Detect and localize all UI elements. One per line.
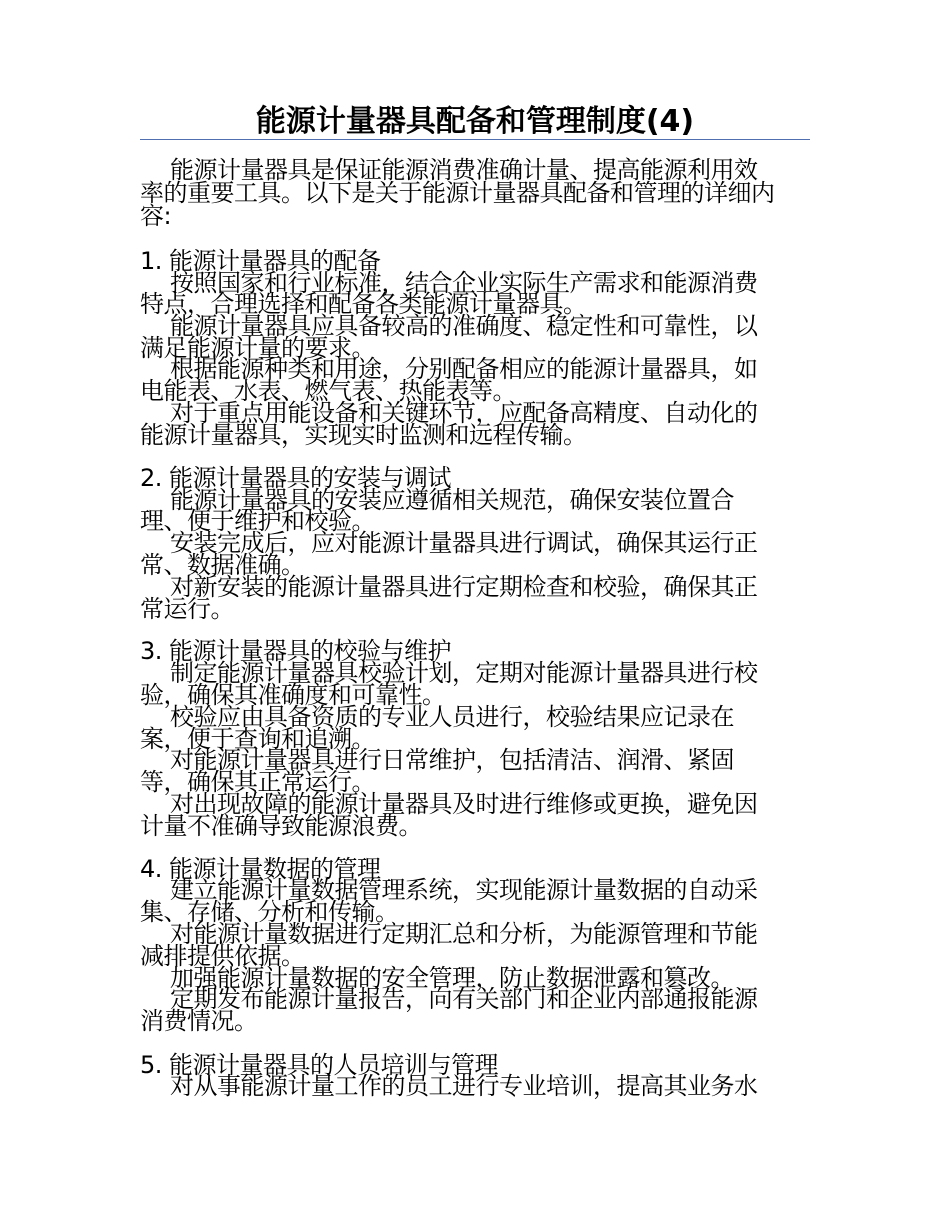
paragraph-line: 计量不准确导致能源浪费。 xyxy=(140,812,422,840)
paragraph-line: 加强能源计量数据的安全管理，防止数据泄露和篡改。 xyxy=(170,964,734,992)
paragraph-line: 减排提供依据。 xyxy=(140,942,305,970)
paragraph-line: 对新安装的能源计量器具进行定期检查和校验，确保其正 xyxy=(170,573,758,601)
paragraph-line: 常运行。 xyxy=(140,595,234,623)
paragraph-line: 能源计量器具应具备较高的准确度、稳定性和可靠性，以 xyxy=(170,312,758,340)
section-heading: 4. 能源计量数据的管理 xyxy=(140,855,381,883)
paragraph-line: 等，确保其正常运行。 xyxy=(140,768,375,796)
paragraph-line: 集、存储、分析和传输。 xyxy=(140,898,399,926)
paragraph-line: 对出现故障的能源计量器具及时进行维修或更换，避免因 xyxy=(170,790,758,818)
paragraph-line: 安装完成后，应对能源计量器具进行调试，确保其运行正 xyxy=(170,529,758,557)
paragraph-line: 定期发布能源计量报告，向有关部门和企业内部通报能源 xyxy=(170,985,758,1013)
paragraph-line: 能源计量器具，实现实时监测和远程传输。 xyxy=(140,421,587,449)
paragraph-line: 对能源计量数据进行定期汇总和分析，为能源管理和节能 xyxy=(170,920,758,948)
paragraph-line: 特点，合理选择和配备各类能源计量器具。 xyxy=(140,290,587,318)
section-heading: 3. 能源计量器具的校验与维护 xyxy=(140,637,452,665)
paragraph-line: 验，确保其准确度和可靠性。 xyxy=(140,681,446,709)
paragraph-line: 满足能源计量的要求。 xyxy=(140,334,375,362)
paragraph-line: 能源计量器具的安装应遵循相关规范，确保安装位置合 xyxy=(170,486,734,514)
title-underline xyxy=(140,139,810,140)
document-title: 能源计量器具配备和管理制度(4) xyxy=(255,104,695,139)
section-heading: 1. 能源计量器具的配备 xyxy=(140,247,381,275)
paragraph-line: 理、便于维护和校验。 xyxy=(140,507,375,535)
paragraph-line: 校验应由具备资质的专业人员进行，校验结果应记录在 xyxy=(170,703,734,731)
paragraph-line: 根据能源种类和用途，分别配备相应的能源计量器具，如 xyxy=(170,355,758,383)
paragraph-line: 按照国家和行业标准，结合企业实际生产需求和能源消费 xyxy=(170,269,758,297)
paragraph-line: 消费情况。 xyxy=(140,1007,258,1035)
paragraph-line: 建立能源计量数据管理系统，实现能源计量数据的自动采 xyxy=(170,876,758,904)
paragraph-line: 常、数据准确。 xyxy=(140,551,305,579)
section-heading: 2. 能源计量器具的安装与调试 xyxy=(140,464,452,492)
paragraph-line: 电能表、水表、燃气表、热能表等。 xyxy=(140,377,516,405)
intro-line: 能源计量器具是保证能源消费准确计量、提高能源利用效 xyxy=(170,156,758,184)
intro-line: 率的重要工具。以下是关于能源计量器具配备和管理的详细内 xyxy=(140,179,775,207)
paragraph-line: 对从事能源计量工作的员工进行专业培训，提高其业务水 xyxy=(170,1072,758,1100)
paragraph-line: 对于重点用能设备和关键环节，应配备高精度、自动化的 xyxy=(170,399,758,427)
paragraph-line: 案，便于查询和追溯。 xyxy=(140,725,375,753)
section-heading: 5. 能源计量器具的人员培训与管理 xyxy=(140,1051,499,1079)
paragraph-line: 制定能源计量器具校验计划，定期对能源计量器具进行校 xyxy=(170,659,758,687)
intro-line: 容: xyxy=(140,202,172,230)
paragraph-line: 对能源计量器具进行日常维护，包括清洁、润滑、紧固 xyxy=(170,746,734,774)
